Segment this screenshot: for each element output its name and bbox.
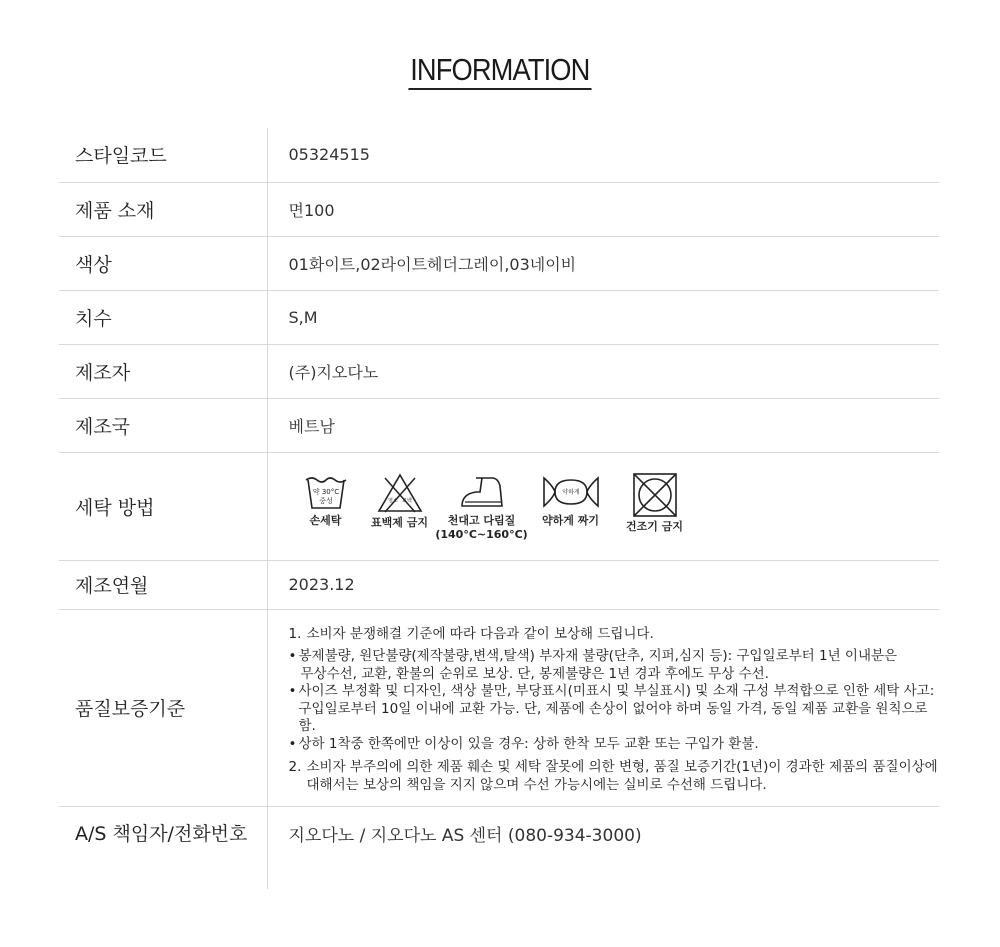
- quality-bullet-3-text: 상하 1착중 한쪽에만 이상이 있을 경우: 상하 한착 모두 교환 또는 구입가 환불.: [298, 735, 759, 752]
- value-color: 01화이트,02라이트헤더그레이,03네이비: [267, 236, 939, 290]
- value-as: 지오다노 / 지오다노 AS 센터 (080-934-3000): [288, 826, 642, 846]
- wash-icons: [289, 472, 940, 542]
- label-material: 제품 소재: [59, 182, 267, 236]
- value-made-date: 2023.12: [267, 560, 939, 609]
- page-title-wrap: [0, 52, 1000, 90]
- label-made-date: 제조연월: [59, 560, 267, 609]
- quality-num-1: 1.: [288, 625, 302, 642]
- page-title: INFORMATION: [409, 52, 592, 90]
- value-size: S,M: [267, 290, 939, 344]
- info-table: [59, 128, 939, 889]
- row-quality: [59, 609, 939, 807]
- quality-bullet-1b: 무상수선, 교환, 환불의 순위로 보상. 단, 봉제불량은 1년 경과 후에도 무상 수선.: [300, 665, 769, 682]
- hand-wash-detergent: 중성: [318, 497, 333, 505]
- quality-item-2b: 대해서는 보상의 책임을 지지 않으며 수선 가능시에는 실비로 수선해 드립니다.: [306, 776, 767, 793]
- quality-bullet-1-text: 봉제불량, 원단불량(제작불량,변색,탈색) 부자재 불량(단추, 지퍼,심지 등): 구입일로부터 1년 이내분은: [298, 648, 898, 664]
- bullet-dot: •: [288, 648, 297, 664]
- label-country: 제조국: [59, 398, 267, 452]
- wash-icon-item: [289, 472, 363, 528]
- bullet-dot: •: [288, 735, 297, 752]
- hand-wash-icon: [304, 472, 348, 512]
- gentle-wring-caption: 약하게 짜기: [542, 514, 599, 527]
- quality-item-1-text: 소비자 분쟁해결 기준에 따라 다음과 같이 보상해 드립니다.: [306, 625, 654, 642]
- label-as: A/S 책임자/전화번호: [59, 807, 267, 889]
- label-quality: 품질보증기준: [59, 609, 267, 807]
- row-wash: [59, 452, 939, 560]
- no-bleach-icon: [376, 472, 424, 514]
- hand-wash-temp: 약 30°C: [312, 488, 339, 496]
- quality-bullet-3: [289, 736, 940, 754]
- iron-icon: [458, 472, 506, 512]
- value-material: 면100: [267, 182, 939, 236]
- value-wash: [267, 452, 939, 560]
- row-country: [59, 398, 939, 452]
- label-color: 색상: [59, 236, 267, 290]
- hand-wash-caption: 손세탁: [309, 514, 342, 527]
- no-tumble-dry-icon: [632, 472, 678, 518]
- value-style-code: 05324515: [267, 128, 939, 182]
- quality-bullet-2: [289, 683, 940, 701]
- quality-bullet-2-text: 사이즈 부정확 및 디자인, 색상 불만, 부당표시(미표시 및 부실표시) 및 소재 구성 부적합으로 인한 세탁 사고:: [298, 683, 935, 699]
- row-color: [59, 236, 939, 290]
- iron-caption: 천대고 다림질 (140°C~160°C): [435, 514, 528, 541]
- gentle-wring-text: 약하게: [561, 489, 580, 496]
- quality-bullet-1: [289, 648, 940, 666]
- no-bleach-text1: 염소: [387, 498, 398, 504]
- label-manufacturer: 제조자: [59, 344, 267, 398]
- quality-bullet-2b: 구입일로부터 10일 이내에 교환 가능. 단, 제품에 손상이 없어야 하며 동일 가격, 동일 제품 교환을 원칙으로 함.: [298, 700, 928, 734]
- row-size: [59, 290, 939, 344]
- row-as: [59, 807, 939, 889]
- quality-item-1: [289, 626, 940, 644]
- wash-icon-item: [363, 472, 437, 530]
- value-country: 베트남: [267, 398, 939, 452]
- value-quality: [267, 609, 939, 807]
- wash-icon-item: [527, 472, 615, 528]
- value-manufacturer: (주)지오다노: [267, 344, 939, 398]
- quality-item-2: [289, 759, 940, 777]
- quality-item-2-text: 소비자 부주의에 의한 제품 훼손 및 세탁 잘못에 의한 변형, 품질 보증기간(1년)이 경과한 제품의 품질이상에: [306, 759, 938, 775]
- label-style-code: 스타일코드: [59, 128, 267, 182]
- gentle-wring-icon: [541, 472, 601, 512]
- bullet-dot: •: [288, 683, 297, 699]
- row-made-date: [59, 560, 939, 609]
- wash-icon-item: [437, 472, 527, 542]
- quality-num-2: 2.: [288, 759, 302, 775]
- label-size: 치수: [59, 290, 267, 344]
- no-bleach-text2: 표백: [401, 498, 412, 504]
- label-wash: 세탁 방법: [59, 452, 267, 560]
- row-manufacturer: [59, 344, 939, 398]
- wash-icon-item: [615, 472, 695, 534]
- row-material: [59, 182, 939, 236]
- no-bleach-caption: 표백제 금지: [371, 516, 428, 529]
- quality-text: [289, 610, 940, 807]
- no-tumble-dry-caption: 건조기 금지: [626, 520, 683, 533]
- row-style-code: [59, 128, 939, 182]
